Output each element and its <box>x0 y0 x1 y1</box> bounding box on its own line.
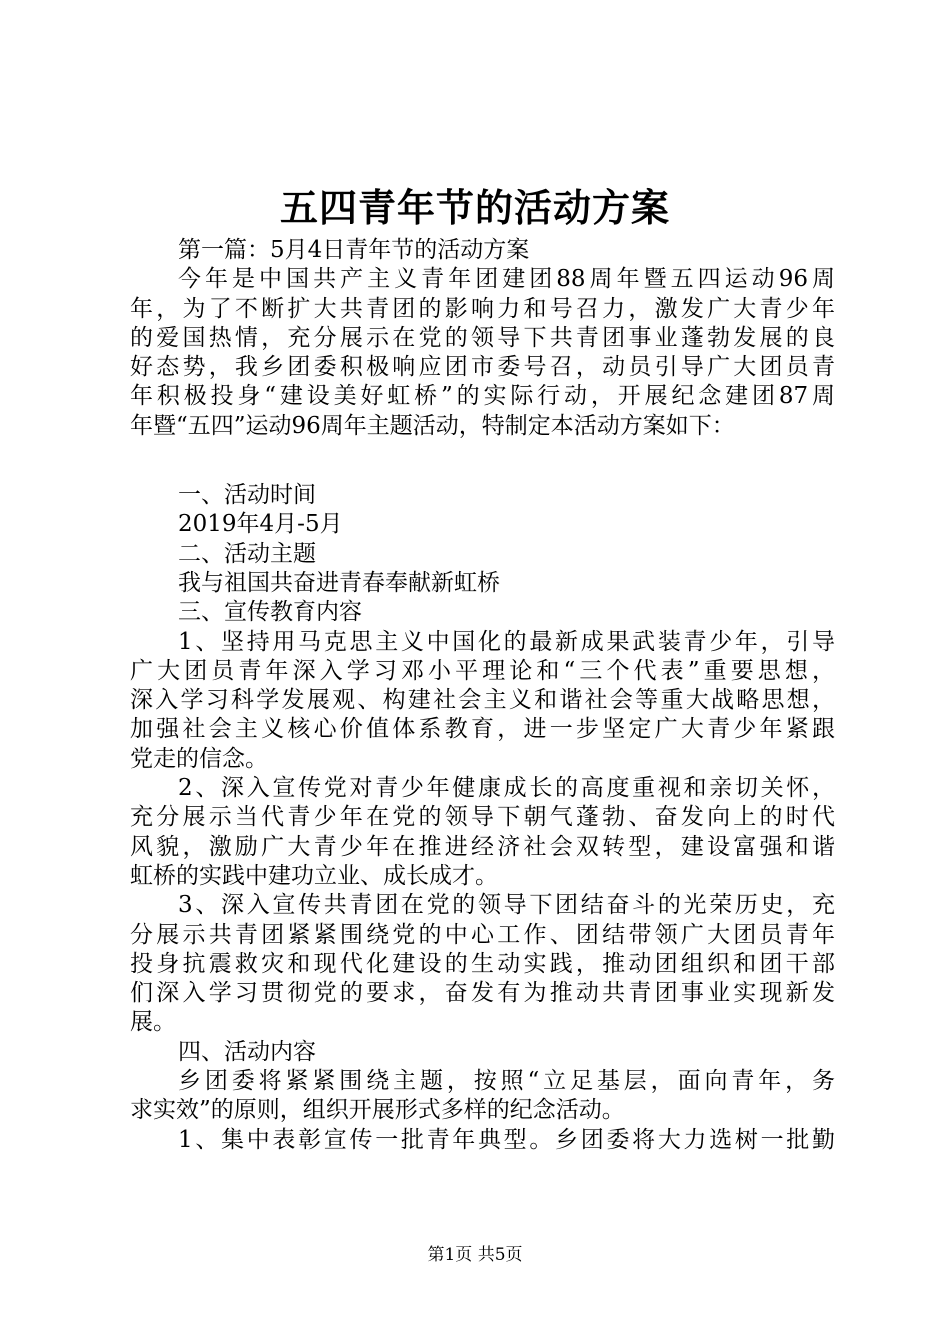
paragraph-line: 2019年4月-5月 <box>178 511 343 538</box>
paragraph-line: 加强社会主义核心价值体系教育，进一步坚定广大青少年紧跟 <box>130 716 835 743</box>
paragraph-line: 年暨“五四”运动96周年主题活动，特制定本活动方案如下： <box>130 412 735 439</box>
section-heading-activities: 四、活动内容 <box>178 1038 316 1065</box>
paragraph-spacer <box>130 441 835 481</box>
paragraph-line: 乡团委将紧紧围绕主题，按照“立足基层，面向青年，务 <box>178 1068 835 1095</box>
paragraph-line: 2、深入宣传党对青少年健康成长的高度重视和亲切关怀， <box>178 775 835 802</box>
section-heading-content: 三、宣传教育内容 <box>178 599 362 626</box>
paragraph-line: 们深入学习贯彻党的要求，奋发有为推动共青团事业实现新发 <box>130 980 835 1007</box>
paragraph-line: 3、深入宣传共青团在党的领导下团结奋斗的光荣历史，充 <box>178 892 835 919</box>
paragraph-line: 深入学习科学发展观、构建社会主义和谐社会等重大战略思想， <box>130 687 835 714</box>
section-heading-time: 一、活动时间 <box>178 482 316 509</box>
paragraph-line: 好态势，我乡团委积极响应团市委号召，动员引导广大团员青 <box>130 354 835 381</box>
paragraph-line: 年积极投身“建设美好虹桥”的实际行动，开展纪念建团87周 <box>130 383 835 410</box>
page-number-footer: 第1页 共5页 <box>427 1245 523 1265</box>
paragraph-line: 我与祖国共奋进青春奉献新虹桥 <box>178 569 500 596</box>
paragraph-line: 年，为了不断扩大共青团的影响力和号召力，激发广大青少年 <box>130 295 835 322</box>
document-body <box>130 236 835 1155</box>
paragraph-line: 展。 <box>130 1009 176 1036</box>
paragraph-line: 的爱国热情，充分展示在党的领导下共青团事业蓬勃发展的良 <box>130 324 835 351</box>
paragraph-line: 广大团员青年深入学习邓小平理论和“三个代表”重要思想， <box>130 657 835 684</box>
paragraph-line: 风貌，激励广大青少年在推进经济社会双转型，建设富强和谐 <box>130 833 835 860</box>
paragraph-line: 1、集中表彰宣传一批青年典型。乡团委将大力选树一批勤 <box>178 1126 835 1153</box>
section-heading-part-one: 第一篇：5月4日青年节的活动方案 <box>178 237 530 263</box>
section-heading-theme: 二、活动主题 <box>178 540 316 567</box>
paragraph-line: 充分展示当代青少年在党的领导下朝气蓬勃、奋发向上的时代 <box>130 804 835 831</box>
document-title: 五四青年节的活动方案 <box>279 185 670 230</box>
paragraph-line: 党走的信念。 <box>130 745 268 772</box>
paragraph-line: 今年是中国共产主义青年团建团88周年暨五四运动96周 <box>178 266 835 293</box>
paragraph-line: 投身抗震救灾和现代化建设的生动实践，推动团组织和团干部 <box>130 950 835 977</box>
paragraph-line: 分展示共青团紧紧围绕党的中心工作、团结带领广大团员青年 <box>130 921 835 948</box>
paragraph-line: 1、坚持用马克思主义中国化的最新成果武装青少年，引导 <box>178 628 835 655</box>
paragraph-line: 求实效”的原则，组织开展形式多样的纪念活动。 <box>130 1097 625 1124</box>
paragraph-line: 虹桥的实践中建功立业、成长成才。 <box>130 862 498 889</box>
